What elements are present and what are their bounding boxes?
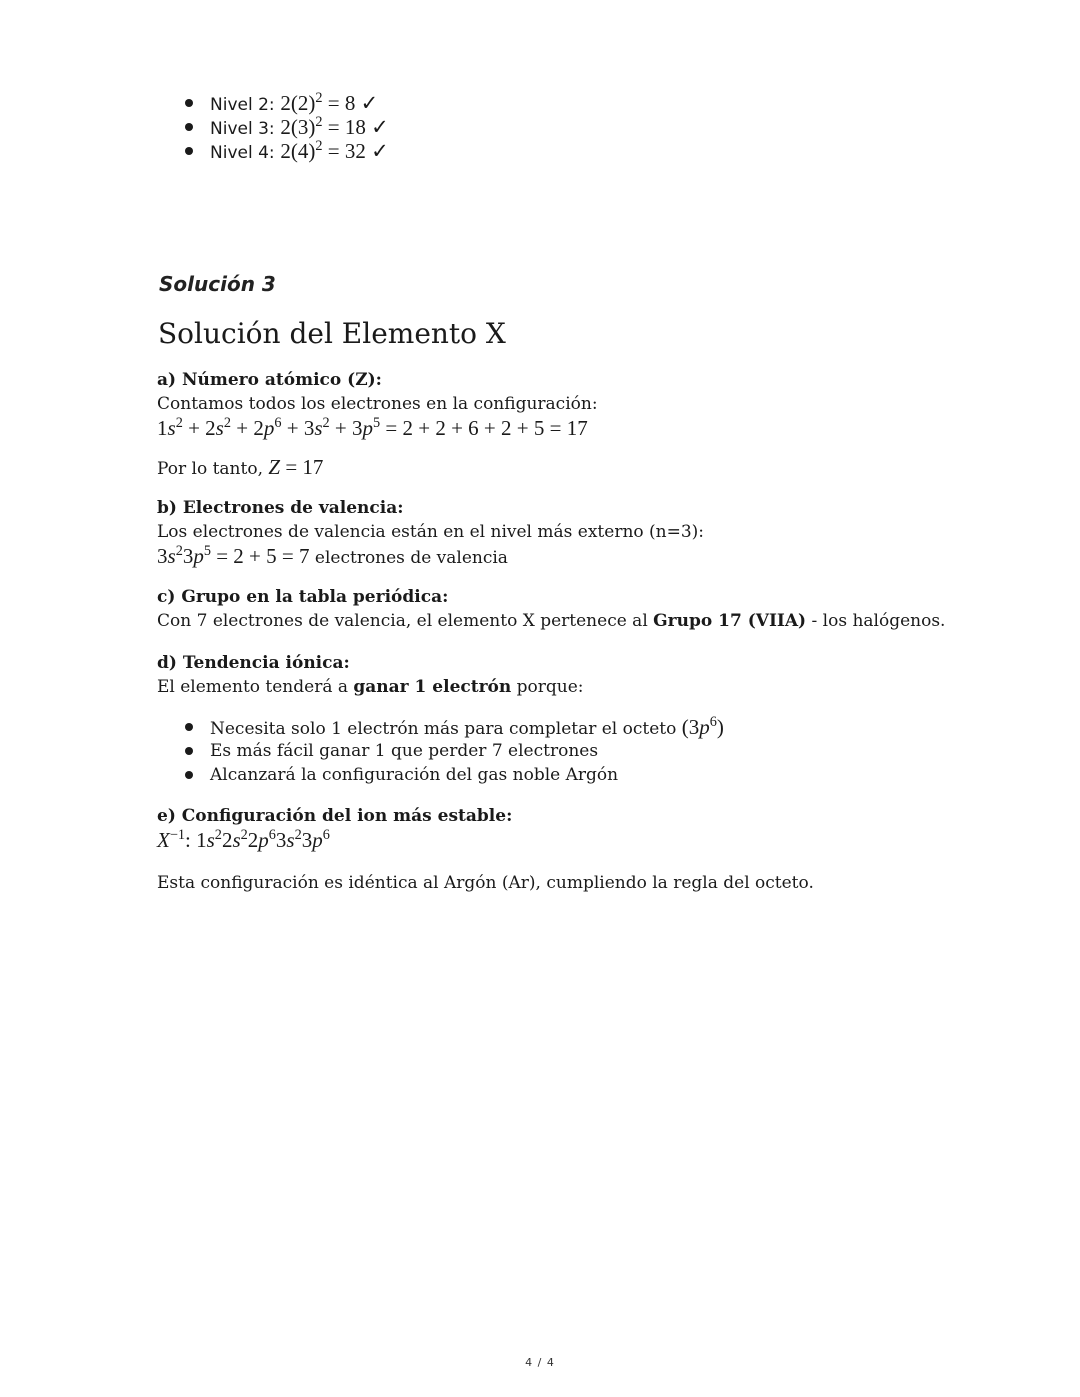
page-title: Solución del Elemento X bbox=[158, 317, 506, 350]
section-periodic-group bbox=[157, 585, 945, 633]
page-number: 4 / 4 bbox=[525, 1356, 555, 1369]
section-heading: b) Electrones de valencia: bbox=[157, 498, 404, 518]
section-heading: e) Configuración del ion más estable: bbox=[157, 806, 513, 826]
section-text: Contamos todos los electrones en la configuración: bbox=[157, 394, 598, 414]
section-text: Los electrones de valencia están en el nivel más externo (n=3): bbox=[157, 522, 705, 542]
reasons-list bbox=[184, 715, 724, 787]
list-item: Nivel 2: $2(2)^2 = 8$ ✓ bbox=[184, 91, 389, 115]
section-heading: a) Número atómico (Z): bbox=[157, 370, 382, 390]
valence-equation: $3s^23p^5 = 2 + 5 = 7$ electrones de valencia bbox=[157, 543, 508, 568]
section-ionic-tendency bbox=[157, 651, 584, 699]
electron-sum-equation: $1s^2 + 2s^2 + 2p^6 + 3s^2 + 3p^5 = 2 + 2 + 6 + 2 + 5 = 17$ bbox=[157, 415, 588, 440]
atomic-number-conclusion: Por lo tanto, Z = 17 bbox=[157, 455, 324, 479]
section-text: Con 7 electrones de valencia, el elemento X pertenece al Grupo 17 (VIIA) - los halógenos. bbox=[157, 611, 946, 631]
ion-conclusion: Esta configuración es idéntica al Argón (Ar), cumpliendo la regla del octeto. bbox=[157, 873, 814, 893]
solution-label: Solución 3 bbox=[159, 272, 276, 296]
bullet-icon bbox=[185, 123, 193, 131]
shell-capacity-list bbox=[184, 91, 389, 163]
section-heading: d) Tendencia iónica: bbox=[157, 653, 350, 673]
list-item: Necesita solo 1 electrón más para completar el octeto $(3p^6)$ bbox=[184, 715, 724, 739]
section-atomic-number bbox=[157, 368, 598, 440]
section-stable-ion bbox=[157, 804, 512, 852]
list-item: Nivel 3: $2(3)^2 = 18$ ✓ bbox=[184, 115, 389, 139]
bullet-icon bbox=[185, 723, 193, 731]
bullet-icon bbox=[185, 147, 193, 155]
ion-configuration: $X^{-1}$: $1s^22s^22p^63s^23p^6$ bbox=[157, 827, 330, 852]
section-text: El elemento tenderá a ganar 1 electrón porque: bbox=[157, 677, 584, 697]
bullet-icon bbox=[185, 771, 193, 779]
bullet-icon bbox=[185, 747, 193, 755]
bullet-icon bbox=[185, 99, 193, 107]
section-heading: c) Grupo en la tabla periódica: bbox=[157, 587, 449, 607]
section-valence-electrons bbox=[157, 496, 704, 568]
list-item: Es más fácil ganar 1 que perder 7 electrones bbox=[184, 739, 724, 763]
list-item: Alcanzará la configuración del gas noble Argón bbox=[184, 763, 724, 787]
list-item: Nivel 4: $2(4)^2 = 32$ ✓ bbox=[184, 139, 389, 163]
